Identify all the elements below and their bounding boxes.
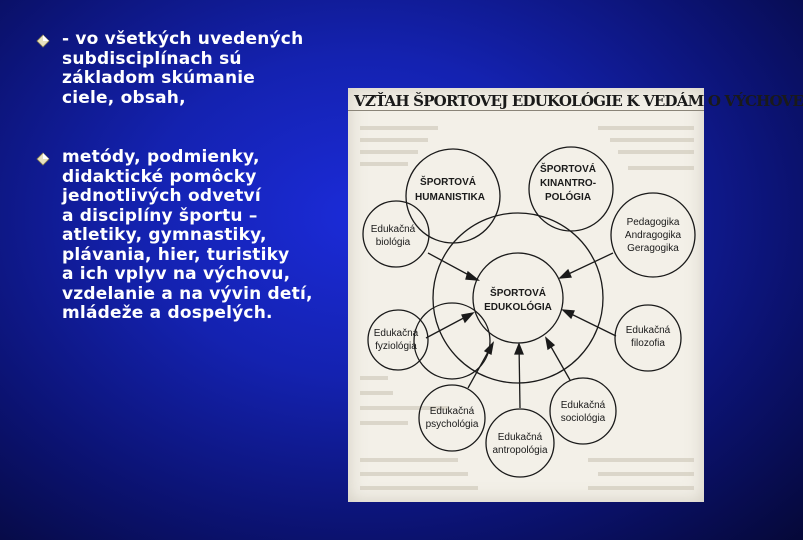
node-kinantropologia-l3: POLÓGIA [544,192,592,203]
node-pedagogika-l1: Pedagogika [626,217,680,228]
diamond-bullet-icon [36,34,50,48]
node-psychologia-l1: Edukačná [429,406,475,417]
scanned-figure [348,88,803,502]
node-fyziologia-l2: fyziológia [375,341,417,352]
diamond-bullet-icon [36,152,50,166]
node-sociologia-l2: sociológia [560,413,606,424]
psychologia-circle [419,385,485,451]
node-psychologia-l2: psychológia [425,419,479,430]
node-pedagogika-l3: Geragogika [627,243,679,254]
node-biologia-l2: biológia [375,237,411,248]
node-antropologia-l2: antropológia [492,445,548,456]
sociologia-circle [550,378,616,444]
node-humanistika-l2: HUMANISTIKA [415,192,485,203]
node-pedagogika-l2: Andragogika [624,230,682,241]
node-filozofia-l2: filozofia [631,338,665,349]
antropologia-circle [486,409,554,477]
figure-title: VZŤAH ŠPORTOVEJ EDUKOLÓGIE K VEDÁM O VÝCHOVE [354,92,803,110]
node-kinantropologia-l1: ŠPORTOVÁ [540,164,596,175]
bullet-item [36,30,356,108]
node-fyziologia-l1: Edukačná [373,328,419,339]
fyziologia-circle [368,310,428,370]
bullet-item [36,148,356,324]
bullet-text: - vo všetkých uvedených subdisciplínach sú základom skúmanie ciele, obsah, [62,29,304,108]
node-antropologia-l1: Edukačná [497,432,543,443]
node-biologia-l1: Edukačná [370,224,416,235]
node-center-l2: EDUKOLÓGIA [484,302,552,313]
node-sociologia-l1: Edukačná [560,400,606,411]
bullet-list [36,30,356,324]
bullet-text: metódy, podmienky, didaktické pomôcky jednotlivých odvetví a disciplíny športu – atletiky, gymnastiky, plávania, hier, turistiky a ich vplyv na výchovu, vzdelanie a na vývin detí, mládeže a dospelých. [62,147,313,323]
kinantropologia-circle [529,147,613,231]
relationship-diagram [348,88,803,502]
node-filozofia-l1: Edukačná [625,325,671,336]
node-center-l1: ŠPORTOVÁ [490,288,546,299]
node-humanistika-l1: ŠPORTOVÁ [420,177,476,188]
node-kinantropologia-l2: KINANTRO- [539,178,597,189]
